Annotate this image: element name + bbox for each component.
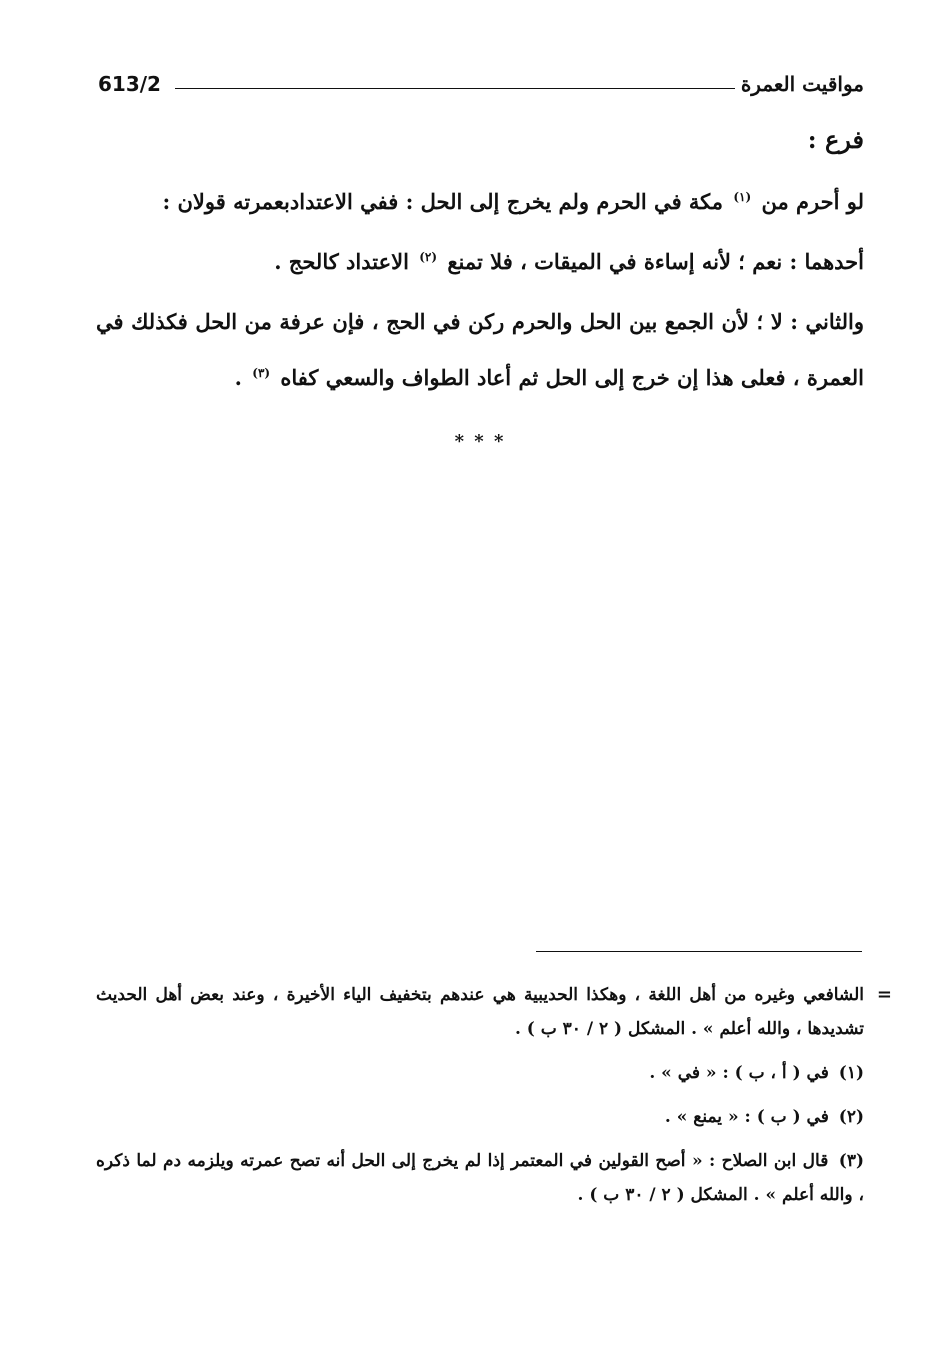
footnote-3 [96, 1144, 864, 1212]
page-header [98, 60, 864, 96]
footnotes [96, 978, 892, 1222]
paragraph-1-text-b: مكة في الحرم ولم يخرج إلى الحل : ففي الاعتدادبعمرته قولان : [162, 189, 724, 214]
paragraph-2 [96, 234, 864, 290]
continuation-mark: = [876, 984, 892, 1005]
section-separator: * * * [454, 431, 506, 452]
paragraph-2-text-a: أحدهما : نعم ؛ لأنه إساءة في الميقات ، فلا تمنع [447, 249, 864, 274]
paragraph-3-text-a: والثاني : لا ؛ لأن الجمع بين الحل والحرم ركن في الحج ، فإن عرفة من الحل فكذلك في العمرة ، فعلى هذا إن خرج إلى الحل ثم أعاد الطواف والسعي كفاه [96, 309, 864, 390]
footnote-2 [96, 1100, 864, 1134]
footnote-number: (٣) [838, 1151, 864, 1171]
paragraph-1-text-a: لو أحرم من [761, 189, 864, 214]
footnote-number: (٢) [838, 1107, 864, 1127]
footnote-text: قال ابن الصلاح : « أصح القولين في المعتمر إذا لم يخرج إلى الحل أنه تصح عمرته ويلزمه دم لما ذكره ، والله أعلم » . المشكل ( ٢ / ٣٠ ب ) . [96, 1151, 864, 1205]
footnote-ref-3[interactable]: (٣) [252, 366, 271, 380]
footnote-text: في ( أ ، ب ) : « في » . [649, 1063, 829, 1083]
footnote-continuation: الشافعي وغيره من أهل اللغة ، وهكذا الحديبية هي عندهم بتخفيف الياء الأخيرة ، وعند بعض أهل الحديث تشديدها ، والله أعلم » . المشكل ( ٢ / ٣٠ ب ) . [96, 985, 864, 1039]
section-heading: فرع : [807, 125, 864, 154]
paragraph-3 [96, 294, 864, 406]
page-number: 613/2 [98, 72, 161, 96]
paragraph-3-text-b: . [234, 365, 242, 390]
footnote-text: في ( ب ) : « يمنع » . [664, 1107, 829, 1127]
header-rule [175, 88, 735, 89]
footnote-ref-2[interactable]: (٢) [419, 250, 438, 264]
footnote-number: (١) [838, 1063, 864, 1083]
running-title: مواقيت العمرة [740, 72, 864, 96]
footnote-divider [536, 951, 862, 952]
paragraph-2-text-b: الاعتداد كالحج . [274, 249, 409, 274]
footnote-ref-1[interactable]: (١) [733, 190, 752, 204]
paragraph-1 [96, 174, 864, 230]
main-text [96, 112, 864, 470]
footnote-1 [96, 1056, 864, 1090]
